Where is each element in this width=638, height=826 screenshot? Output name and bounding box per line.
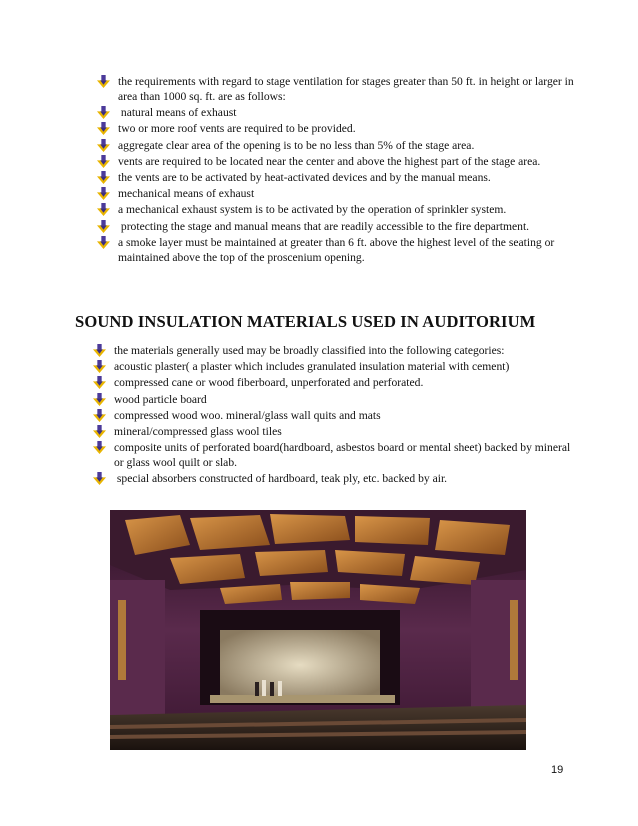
list-item bbox=[92, 392, 572, 407]
list-item-text: special absorbers constructed of hardboard, teak ply, etc. backed by air. bbox=[114, 472, 448, 486]
arrow-down-bullet-icon bbox=[97, 187, 110, 200]
arrow-down-bullet-icon bbox=[97, 75, 110, 88]
arrow-down-bullet-icon bbox=[93, 344, 106, 357]
list-item bbox=[96, 138, 576, 153]
list-item-text: compressed cane or wood fiberboard, unperforated and perforated. bbox=[114, 376, 424, 390]
list-item bbox=[92, 440, 572, 470]
list-item bbox=[92, 359, 572, 374]
list-item bbox=[92, 408, 572, 423]
list-item bbox=[96, 154, 576, 169]
list-item-text: vents are required to be located near the center and above the highest part of the stage area. bbox=[118, 154, 541, 168]
stage-ventilation-list bbox=[96, 74, 576, 265]
arrow-down-bullet-icon bbox=[97, 106, 110, 119]
list-item-text: the requirements with regard to stage ventilation for stages greater than 50 ft. in height or larger in area than 1000 sq. ft. are as follows: bbox=[118, 75, 574, 103]
list-item-text: two or more roof vents are required to be provided. bbox=[118, 122, 356, 136]
arrow-down-bullet-icon bbox=[97, 220, 110, 233]
arrow-down-bullet-icon bbox=[97, 122, 110, 135]
arrow-down-bullet-icon bbox=[93, 376, 106, 389]
list-item-text: the materials generally used may be broadly classified into the following categories: bbox=[114, 344, 505, 357]
sound-insulation-list-container bbox=[92, 343, 572, 488]
list-item-text: mineral/compressed glass wool tiles bbox=[114, 424, 282, 438]
arrow-down-bullet-icon bbox=[97, 139, 110, 152]
list-item-text: a mechanical exhaust system is to be activated by the operation of sprinkler system. bbox=[118, 203, 507, 217]
arrow-down-bullet-icon bbox=[93, 409, 106, 422]
list-item bbox=[92, 343, 572, 358]
list-item bbox=[92, 424, 572, 439]
arrow-down-bullet-icon bbox=[97, 203, 110, 216]
list-item bbox=[96, 170, 576, 185]
list-item-text: the vents are to be activated by heat-activated devices and by the manual means. bbox=[118, 170, 491, 184]
list-item bbox=[96, 121, 576, 136]
list-item bbox=[92, 375, 572, 390]
sound-insulation-list bbox=[92, 343, 572, 486]
list-item-text: a smoke layer must be maintained at greater than 6 ft. above the highest level of the seating or maintained above the top of the proscenium opening. bbox=[118, 235, 555, 264]
list-item bbox=[92, 471, 572, 486]
page-number: 19 bbox=[551, 764, 564, 776]
list-item-text: wood particle board bbox=[114, 392, 207, 406]
arrow-down-bullet-icon bbox=[93, 360, 106, 373]
arrow-down-bullet-icon bbox=[93, 393, 106, 406]
stage-ventilation-list-container bbox=[96, 74, 576, 266]
list-item bbox=[96, 202, 576, 217]
arrow-down-bullet-icon bbox=[93, 472, 106, 485]
arrow-down-bullet-icon bbox=[93, 425, 106, 438]
list-item-text: compressed wood woo. mineral/glass wall quits and mats bbox=[114, 408, 381, 422]
auditorium-photo bbox=[110, 510, 526, 750]
list-item-text: composite units of perforated board(hardboard, asbestos board or mental sheet) backed by mineral or glass wool quilt or slab. bbox=[114, 441, 571, 470]
list-item-text: acoustic plaster( a plaster which includes granulated insulation material with cement) bbox=[114, 360, 510, 374]
list-item-text: aggregate clear area of the opening is to be no less than 5% of the stage area. bbox=[118, 138, 475, 152]
list-item-text: protecting the stage and manual means that are readily accessible to the fire department. bbox=[118, 219, 530, 233]
arrow-down-bullet-icon bbox=[97, 236, 110, 249]
list-item bbox=[96, 186, 576, 201]
list-item bbox=[96, 105, 576, 120]
section-heading: SOUND INSULATION MATERIALS USED IN AUDITORIUM bbox=[75, 312, 536, 331]
list-item bbox=[96, 235, 576, 265]
arrow-down-bullet-icon bbox=[97, 171, 110, 184]
list-item bbox=[96, 219, 576, 234]
list-item bbox=[96, 74, 576, 104]
arrow-down-bullet-icon bbox=[93, 441, 106, 454]
list-item-text: mechanical means of exhaust bbox=[118, 187, 255, 201]
arrow-down-bullet-icon bbox=[97, 155, 110, 168]
list-item-text: natural means of exhaust bbox=[118, 106, 237, 120]
